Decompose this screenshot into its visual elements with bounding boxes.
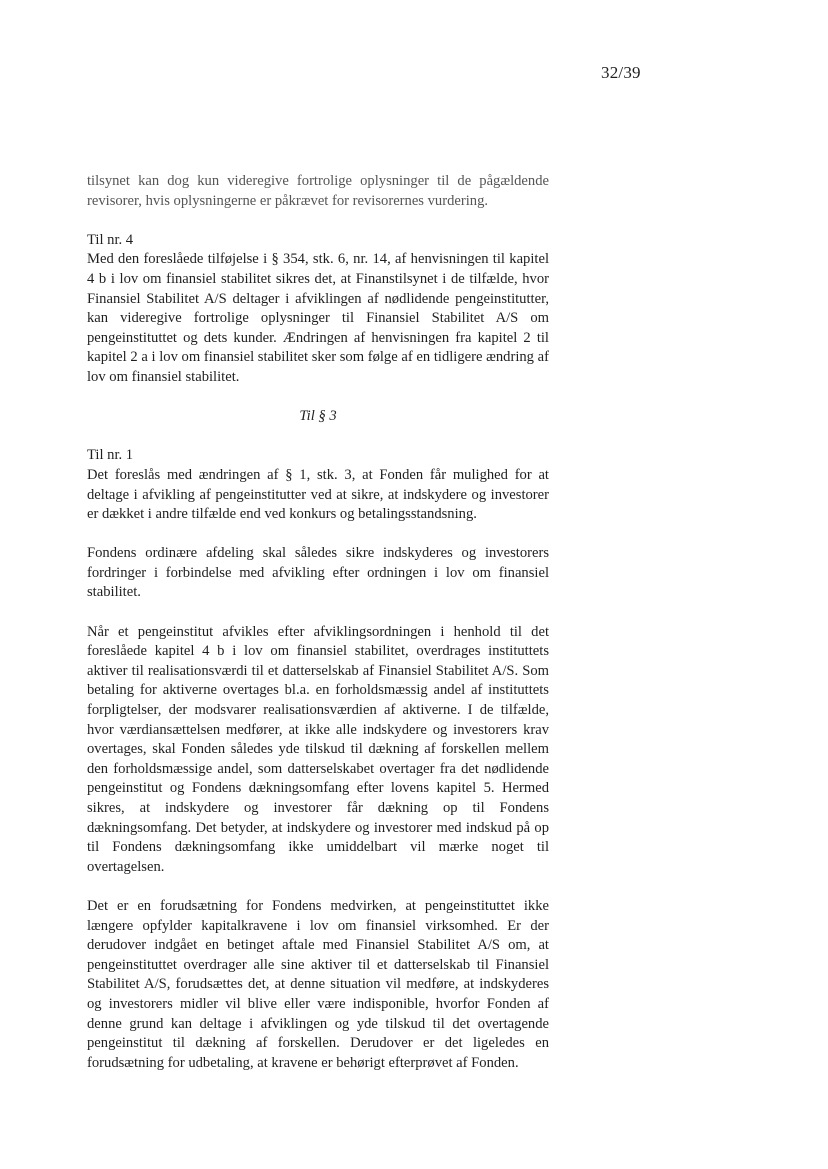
intro-paragraph: tilsynet kan dog kun videregive fortrolige oplysninger til de pågældende revisorer, hvis oplysningerne er påkrævet for revisorernes vurdering. [87,173,549,209]
paragraph-liquidation: Når et pengeinstitut afvikles efter afviklingsordningen i henhold til det foreslåede kapitel 4 b i lov om finansiel stabilitet, overdrages instituttets aktiver til realisationsværdi til et datterselskab af Finansiel Stabilitet A/S. Som betaling for aktiverne overtages bl.a. en forholdsmæssig andel af instituttets forpligtelser, der modsvarer realisationsværdien af aktiverne. I de tilfælde, hvor værdiansættelsen medfører, at ikke alle indskydere og investorers krav overtages, skal Fonden således yde tilskud til dækning af forskellen mellem den forholdsmæssige andel, som datterselskabet overtager fra det nødlidende pengeinstitut og Fondens dækningsomfang efter lovens kapitel 5. Hermed sikres, at indskydere og investorer får dækning op til Fondens dækningsomfang. Det betyder, at indskydere og investorer med indskud på op til Fondens dækningsomfang ikke umiddelbart vil mærke noget til overtagelsen. [87,623,549,875]
section-text-nr1: Det foreslås med ændringen af § 1, stk. 3, at Fonden får mulighed for at deltage i afvikling af pengeinstitutter ved at sikre, at indskydere og investorer er dækket i andre tilfælde end ved konkurs og betalingsstandsning. [87,466,549,523]
section-heading: Til § 3 [299,408,337,425]
section-text-nr4: Med den foreslåede tilføjelse i § 354, stk. 6, nr. 14, af henvisningen til kapitel 4 b i lov om finansiel stabilitet sikres det, at Finanstilsynet i de tilfælde, hvor Finansiel Stabilitet A/S deltager i afviklingen af nødlidende pengeinstitutter, kan videregive fortrolige oplysninger til Finansiel Stabilitet A/S om pengeinstituttet og dets kunder. Ændringen af henvisningen fra kapitel 2 til kapitel 2 a i lov om finansiel stabilitet sker som følge af en tidligere ændring af lov om finansiel stabilitet. [87,251,549,385]
section-label-nr4: Til nr. 4 [87,231,134,248]
section-label-nr1: Til nr. 1 [87,447,134,464]
page-number: 32/39 [601,63,641,82]
document-body [87,172,549,1073]
paragraph-prerequisite: Det er en forudsætning for Fondens medvirken, at pengeinstituttet ikke længere opfylder kapitalkravene i lov om finansiel virksomhed. Er der derudover indgået en betinget aftale med Finansiel Stabilitet A/S om, at pengeinstituttet overdrager alle sine aktiver til et datterselskab til Finansiel Stabilitet A/S, forudsættes det, at denne situation vil medføre, at indskyderes og investorers midler vil blive eller være indisponible, hvorfor Fonden af denne grund kan deltage i afviklingen og yde tilskud til det overtagende pengeinstitut til dækning af forskellen. Derudover er det ligeledes en forudsætning for udbetaling, at kravene er behørigt efterprøvet af Fonden. [87,897,549,1071]
paragraph-ordinary-department: Fondens ordinære afdeling skal således sikre indskyderes og investorers fordringer i forbindelse med afvikling efter ordningen i lov om finansiel stabilitet. [87,545,549,601]
